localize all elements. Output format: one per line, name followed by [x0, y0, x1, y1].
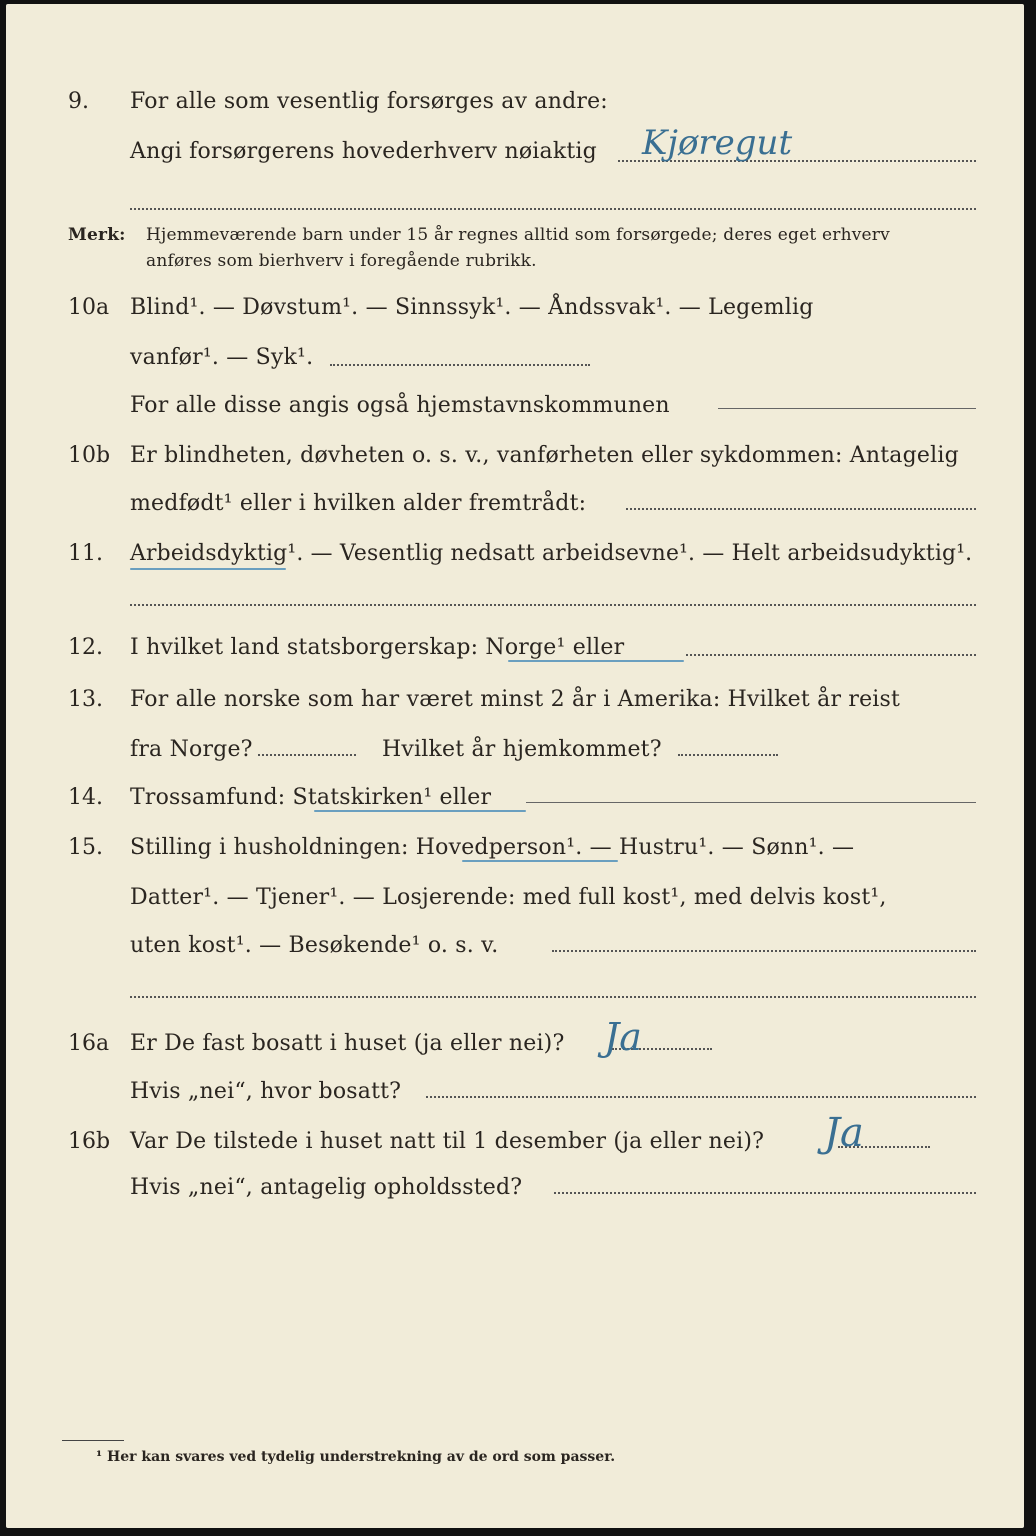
footnote-rule [62, 1440, 124, 1441]
q16b-line2: Hvis „nei“, antagelig opholdssted? [130, 1175, 523, 1200]
q10b-line2: medfødt¹ eller i hvilken alder fremtrådt: [130, 491, 587, 516]
q11-underline-mark [130, 568, 286, 570]
q16a-number: 16a [68, 1031, 110, 1056]
q12-number: 12. [68, 635, 103, 660]
q16b-number: 16b [68, 1129, 111, 1154]
q11-extra-line [130, 604, 976, 606]
q16b-handwritten-answer: Ja [824, 1110, 864, 1156]
q9-extra-line [130, 208, 976, 210]
q16a-line1: Er De fast bosatt i huset (ja eller nei)? [130, 1031, 565, 1056]
q13-line2a: fra Norge? [130, 737, 253, 762]
q13-departure-line [258, 754, 356, 756]
q12-line1: I hvilket land statsborgerskap: Norge¹ eller [130, 635, 625, 660]
q10a-municipality-line [718, 408, 976, 409]
q11-number: 11. [68, 541, 103, 566]
q9-line2: Angi forsørgerens hovederhverv nøiaktig [130, 139, 597, 164]
census-form-page [6, 4, 1024, 1528]
q9-handwritten-answer: Kjøregut [642, 123, 793, 163]
q10a-line3: For alle disse angis også hjemstavnskommunen [130, 393, 670, 418]
q9-line1: For alle som vesentlig forsørges av andre: [130, 89, 608, 114]
q10a-line2: vanfør¹. — Syk¹. [130, 345, 314, 370]
q10a-line1: Blind¹. — Døvstum¹. — Sinnssyk¹. — Åndssvak¹. — Legemlig [130, 295, 814, 320]
q16b-location-line [554, 1192, 976, 1194]
q14-underline-mark [314, 810, 526, 812]
q16b-line1: Var De tilstede i huset natt til 1 desember (ja eller nei)? [130, 1129, 765, 1154]
q14-line1: Trossamfund: Statskirken¹ eller [130, 785, 492, 810]
q15-extra-line [130, 996, 976, 998]
note-label: Merk: [68, 225, 126, 245]
q14-answer-line [526, 802, 976, 803]
q10b-answer-line [626, 508, 976, 510]
q15-underline-mark [462, 860, 618, 862]
q13-line2b: Hvilket år hjemkommet? [382, 737, 662, 762]
footnote-text: ¹ Her kan svares ved tydelig understrekning av de ord som passer. [96, 1449, 616, 1465]
q11-line1: Arbeidsdyktig¹. — Vesentlig nedsatt arbeidsevne¹. — Helt arbeidsudyktig¹. [130, 541, 973, 566]
note-line2: anføres som bierhverv i foregående rubrikk. [146, 251, 537, 271]
q15-line1: Stilling i husholdningen: Hovedperson¹. — Hustru¹. — Sønn¹. — [130, 835, 855, 860]
q14-number: 14. [68, 785, 103, 810]
q16a-line2: Hvis „nei“, hvor bosatt? [130, 1079, 402, 1104]
q9-number: 9. [68, 89, 89, 114]
note-line1: Hjemmeværende barn under 15 år regnes alltid som forsørgede; deres eget erhverv [146, 225, 890, 245]
q10b-line1: Er blindheten, døvheten o. s. v., vanførheten eller sykdommen: Antagelig [130, 443, 959, 468]
q10a-number: 10a [68, 295, 110, 320]
q15-number: 15. [68, 835, 103, 860]
q16a-residence-line [426, 1096, 976, 1098]
q16a-handwritten-answer: Ja [604, 1015, 642, 1059]
q13-line1: For alle norske som har været minst 2 år i Amerika: Hvilket år reist [130, 687, 901, 712]
q10a-answer-line [330, 364, 590, 366]
q13-return-line [678, 754, 778, 756]
q15-line3: uten kost¹. — Besøkende¹ o. s. v. [130, 933, 499, 958]
q15-line2: Datter¹. — Tjener¹. — Losjerende: med full kost¹, med delvis kost¹, [130, 885, 887, 910]
q12-underline-mark [508, 660, 684, 662]
q13-number: 13. [68, 687, 103, 712]
q10b-number: 10b [68, 443, 111, 468]
q12-answer-line [686, 654, 976, 656]
q15-answer-line [552, 950, 976, 952]
